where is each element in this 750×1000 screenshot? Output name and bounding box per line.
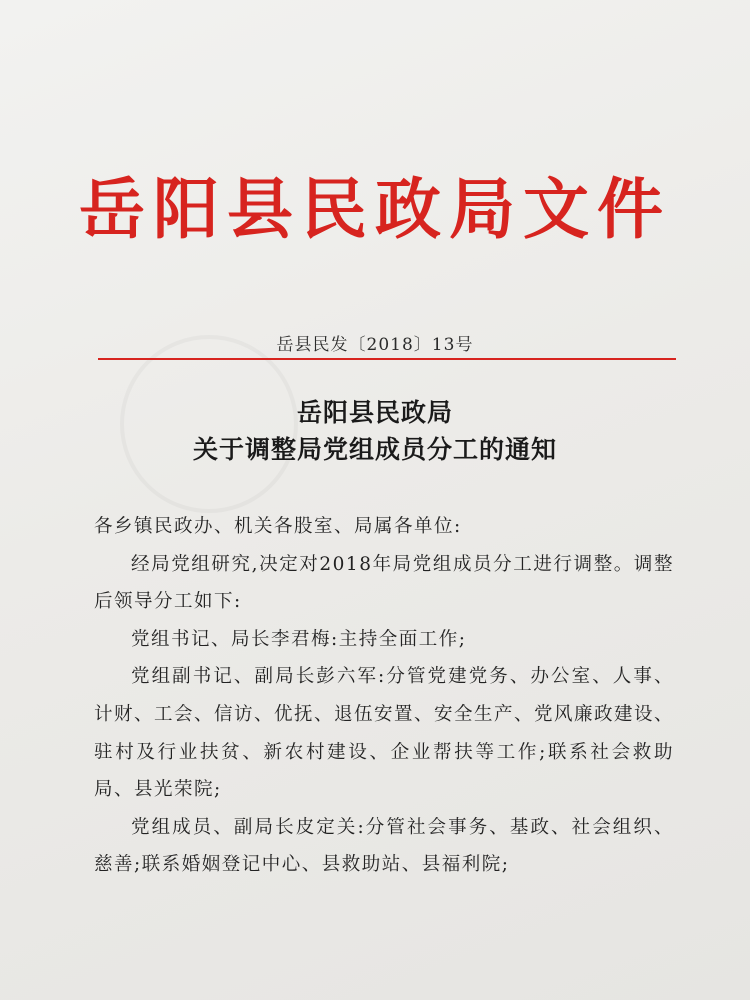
assignment-item: 党组成员、副局长皮定关:分管社会事务、基政、社会组织、慈善;联系婚姻登记中心、县救助站、县福利院; xyxy=(94,816,674,876)
assignment-item: 党组副书记、副局长彭六军:分管党建党务、办公室、人事、计财、工会、信访、优抚、退伍安置、安全生产、党风廉政建设、驻村及行业扶贫、新农村建设、企业帮扶等工作;联系社会救助局、县光荣院; xyxy=(94,666,675,801)
salutation: 各乡镇民政办、机关各股室、局属各单位: xyxy=(94,516,462,537)
document-body xyxy=(94,508,674,884)
red-divider-line xyxy=(98,358,676,360)
intro-paragraph: 经局党组研究,决定对2018年局党组成员分工进行调整。调整后领导分工如下: xyxy=(94,553,674,613)
document-title-line-2: 关于调整局党组成员分工的通知 xyxy=(192,435,557,464)
document-masthead: 岳阳县民政局文件 xyxy=(79,170,671,248)
document-number: 岳县民发〔2018〕13号 xyxy=(276,335,474,355)
document-title-line-1: 岳阳县民政局 xyxy=(296,398,453,427)
assignment-item: 党组书记、局长李君梅:主持全面工作; xyxy=(131,628,467,650)
